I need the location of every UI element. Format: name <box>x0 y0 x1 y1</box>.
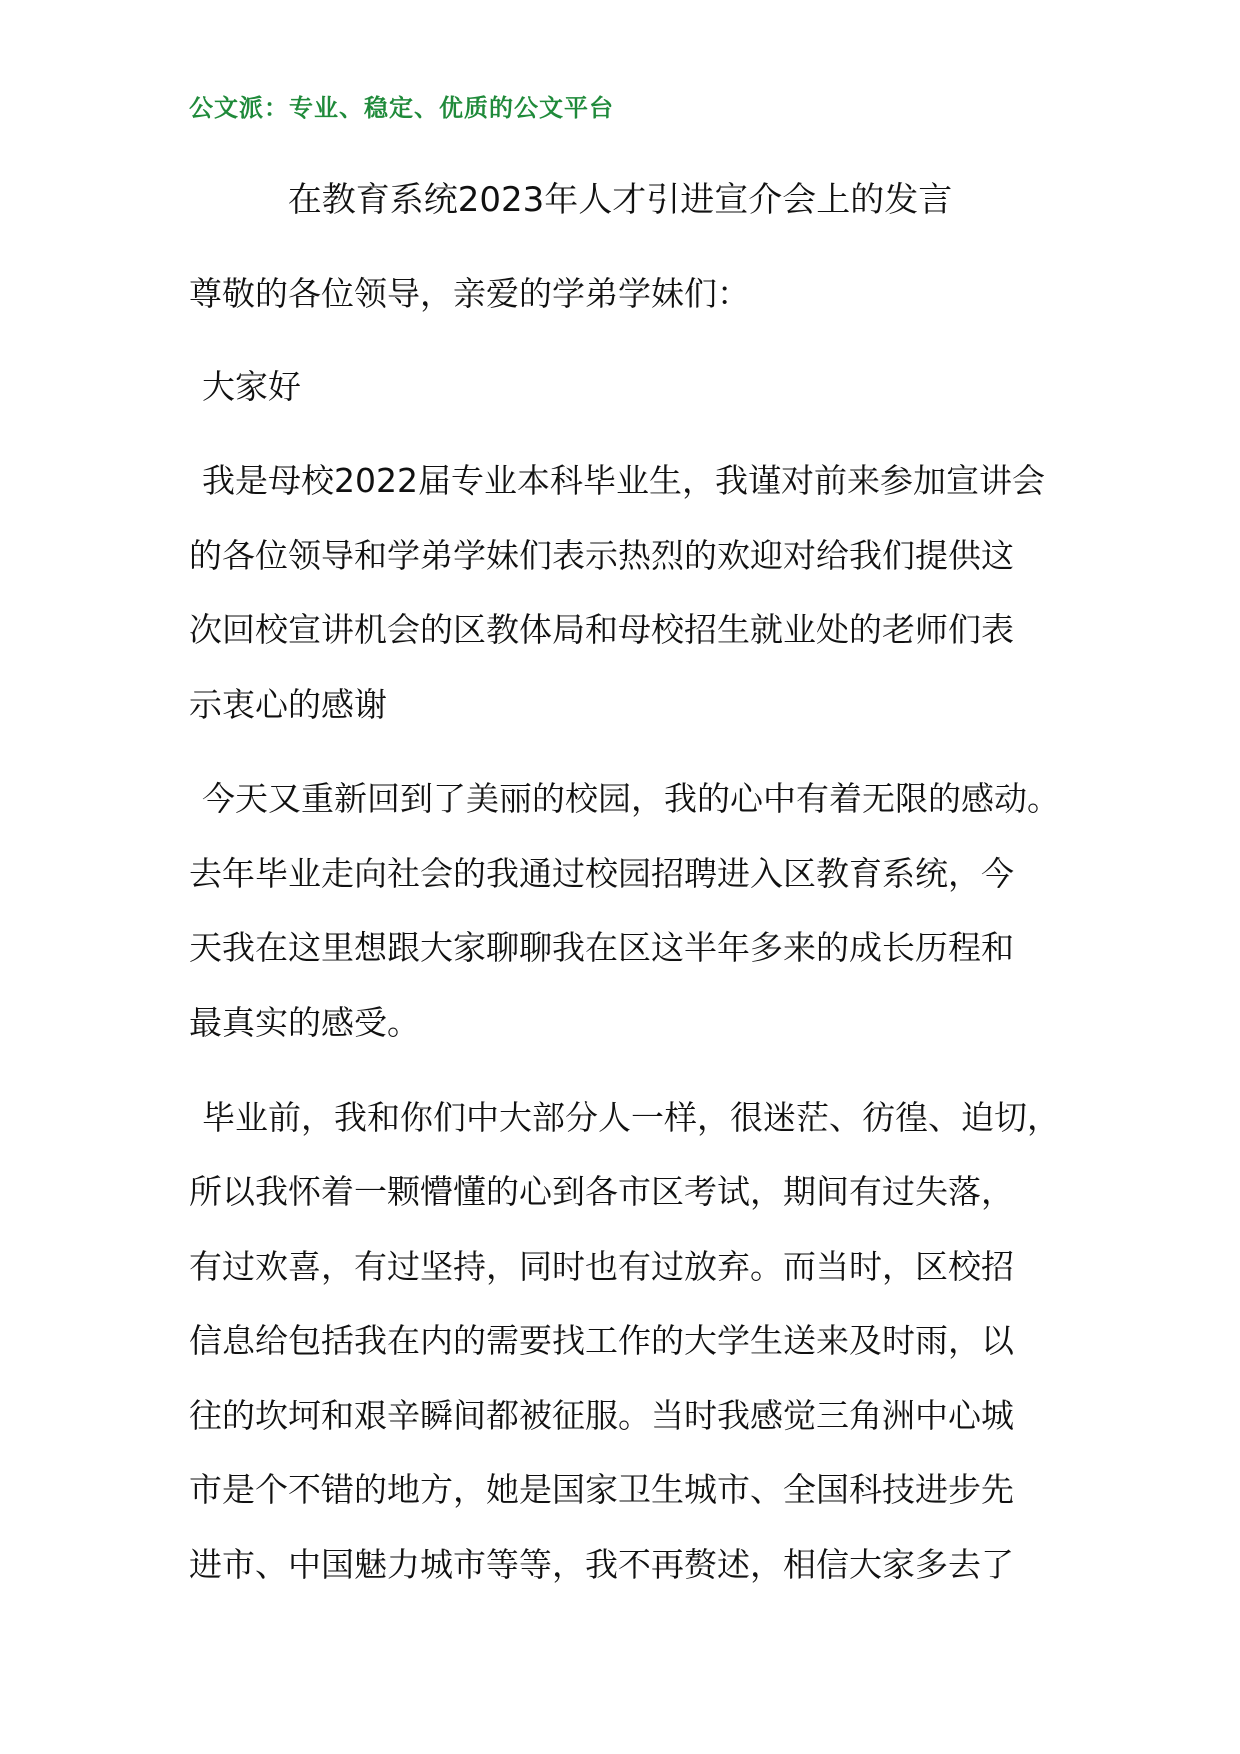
paragraph-line: 所以我怀着一颗懵懂的心到各市区考试，期间有过失落， <box>189 1172 1014 1211</box>
paragraph-line: 次回校宣讲机会的区教体局和母校招生就业处的老师们表 <box>189 610 1014 649</box>
paragraph-line: 最真实的感受。 <box>189 1003 420 1042</box>
paragraph-line: 市是个不错的地方，她是国家卫生城市、全国科技进步先 <box>189 1470 1014 1509</box>
paragraph-line: 去年毕业走向社会的我通过校园招聘进入区教育系统，今 <box>189 854 1014 893</box>
paragraph-line: 天我在这里想跟大家聊聊我在区这半年多来的成长历程和 <box>189 928 1014 967</box>
salutation: 尊敬的各位领导，亲爱的学弟学妹们： <box>189 274 750 313</box>
paragraph-line: 毕业前，我和你们中大部分人一样，很迷茫、彷徨、迫切， <box>202 1098 1060 1137</box>
paragraph-line: 信息给包括我在内的需要找工作的大学生送来及时雨，以 <box>189 1321 1014 1360</box>
paragraph-line: 示衷心的感谢 <box>189 685 387 724</box>
paragraph-line: 有过欢喜，有过坚持，同时也有过放弃。而当时，区校招 <box>189 1247 1014 1286</box>
paragraph-line: 今天又重新回到了美丽的校园，我的心中有着无限的感动。 <box>202 779 1060 818</box>
paragraph-line: 的各位领导和学弟学妹们表示热烈的欢迎对给我们提供这 <box>189 536 1014 575</box>
paragraph-line: 进市、中国魅力城市等等，我不再赘述，相信大家多去了 <box>189 1545 1014 1584</box>
paragraph-line: 往的坎坷和艰辛瞬间都被征服。当时我感觉三角洲中心城 <box>189 1396 1014 1435</box>
paragraph-line: 我是母校2022届专业本科毕业生，我谨对前来参加宣讲会 <box>202 461 1045 500</box>
header-brand: 公文派：专业、稳定、优质的公文平台 <box>189 94 614 122</box>
greeting: 大家好 <box>202 367 301 406</box>
document-title: 在教育系统2023年人才引进宣介会上的发言 <box>287 180 953 220</box>
